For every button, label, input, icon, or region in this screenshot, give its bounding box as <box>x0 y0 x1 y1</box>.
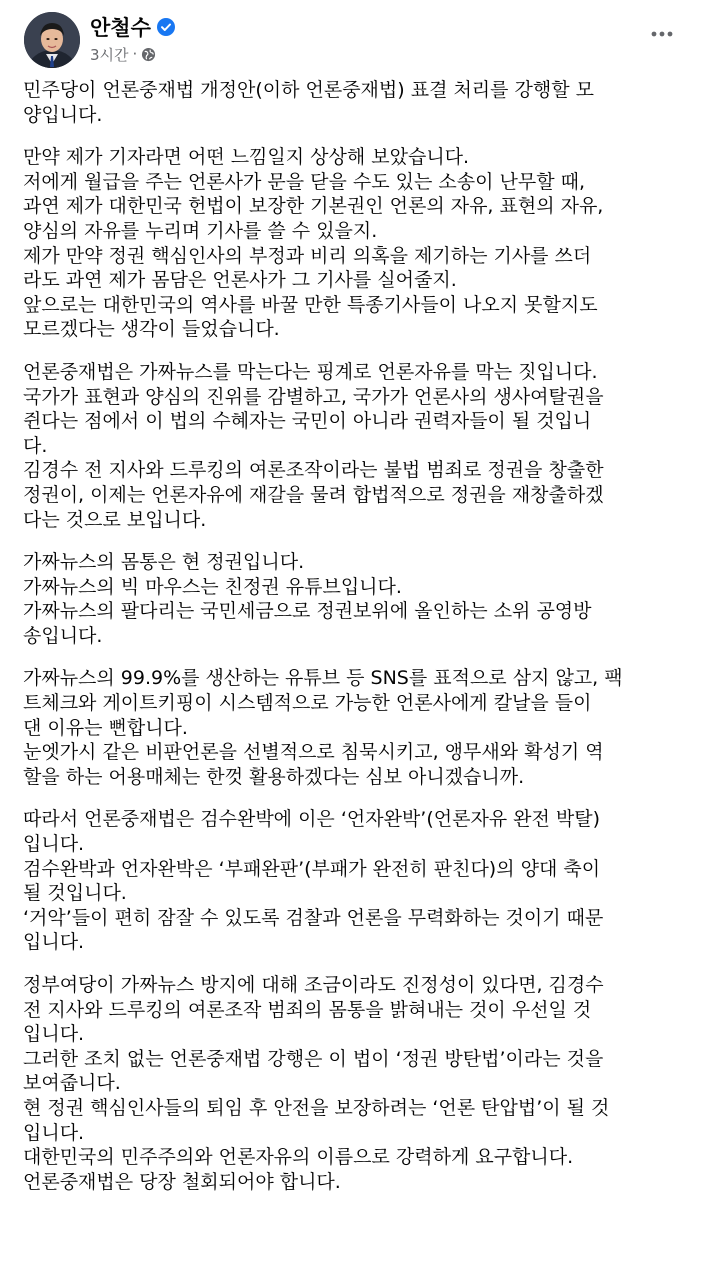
post-text-line: 앞으로는 대한민국의 역사를 바꿀 만한 특종기사들이 나오지 못할지도 <box>23 293 598 316</box>
post-text-line: 전 지사와 드루킹의 여론조작 범죄의 몸통을 밝혀내는 것이 우선일 것 <box>23 998 592 1021</box>
post-text-line: 송입니다. <box>23 624 103 647</box>
post-text-line: 그러한 조치 없는 언론중재법 강행은 이 법이 ‘정권 방탄법’이라는 것을 <box>23 1047 604 1070</box>
more-options-icon <box>651 31 673 37</box>
post-text-line: 저에게 월급을 주는 언론사가 문을 닫을 수도 있는 소송이 난무할 때, <box>23 170 585 193</box>
post-text-line: 대한민국의 민주주의와 언론자유의 이름으로 강력하게 요구합니다. <box>23 1146 574 1169</box>
author-row <box>90 13 175 41</box>
post-text-line: 눈엣가시 같은 비판언론을 선별적으로 침묵시키고, 앵무새와 확성기 역 <box>23 741 604 764</box>
more-options-button[interactable] <box>644 16 680 52</box>
post-text-line: 입니다. <box>23 1121 85 1144</box>
post-paragraph <box>23 360 683 532</box>
post-text-line: 다. <box>23 434 48 457</box>
profile-avatar[interactable] <box>24 12 80 68</box>
post-text-line: 가짜뉴스의 팔다리는 국민세금으로 정권보위에 올인하는 소위 공영방 <box>23 600 592 623</box>
globe-icon[interactable] <box>141 47 156 62</box>
post-paragraph <box>23 145 683 342</box>
post-text-line: 모르겠다는 생각이 들었습니다. <box>23 318 280 341</box>
post-body <box>23 78 683 1212</box>
post-text-line: 라도 과연 제가 몸담은 언론사가 그 기사를 실어줄지. <box>23 269 457 292</box>
post-text-line: 쥔다는 점에서 이 법의 수혜자는 국민이 아니라 권력자들이 될 것입니 <box>23 410 592 433</box>
post-text-line: 양입니다. <box>23 103 103 126</box>
post-timestamp[interactable]: 3시간 <box>90 45 129 64</box>
post-text-line: 김경수 전 지사와 드루킹의 여론조작이라는 불법 범죄로 정권을 창출한 <box>23 459 604 482</box>
post-text-line: 따라서 언론중재법은 검수완박에 이은 ‘언자완박’(언론자유 완전 박탈) <box>23 808 601 831</box>
post-text-line: 될 것입니다. <box>23 882 127 905</box>
post-text-line: 정권이, 이제는 언론자유에 재갈을 물려 합법적으로 정권을 재창출하겠 <box>23 483 604 506</box>
post-text-line: 가짜뉴스의 빅 마우스는 친정권 유튜브입니다. <box>23 575 402 598</box>
post-text-line: 검수완박과 언자완박은 ‘부패완판’(부패가 완전히 판친다)의 양대 축이 <box>23 857 601 880</box>
post-text-line: 현 정권 핵심인사들의 퇴임 후 안전을 보장하려는 ‘언론 탄압법’이 될 것 <box>23 1096 610 1119</box>
post-meta <box>90 44 156 64</box>
post-header <box>0 0 702 80</box>
post-text-line: 입니다. <box>23 931 85 954</box>
post-text-line: 할을 하는 어용매체는 한껏 활용하겠다는 심보 아니겠습니까. <box>23 765 525 788</box>
post-paragraph <box>23 666 683 789</box>
avatar-image <box>24 12 80 68</box>
post-text-line: 트체크와 게이트키핑이 시스템적으로 가능한 언론사에게 칼날을 들이 <box>23 692 592 715</box>
post-text-line: 정부여당이 가짜뉴스 방지에 대해 조금이라도 진정성이 있다면, 김경수 <box>23 974 604 996</box>
post-text-line: 입니다. <box>23 1023 85 1046</box>
post-text-line: ‘거악’들이 편히 잠잘 수 있도록 검찰과 언론을 무력화하는 것이기 때문 <box>23 906 604 929</box>
post-paragraph <box>23 78 683 127</box>
post-text-line: 국가가 표현과 양심의 진위를 감별하고, 국가가 언론사의 생사여탈권을 <box>23 385 604 408</box>
post-text-line: 제가 만약 정권 핵심인사의 부정과 비리 의혹을 제기하는 기사를 쓰더 <box>23 244 592 267</box>
post-text-line: 언론중재법은 가짜뉴스를 막는다는 핑계로 언론자유를 막는 짓입니다. <box>23 360 598 383</box>
post-text-line: 다는 것으로 보입니다. <box>23 508 207 531</box>
post-text-line: 보여줍니다. <box>23 1072 121 1095</box>
post-text-line: 언론중재법은 당장 철회되어야 합니다. <box>23 1170 341 1193</box>
post-paragraph <box>23 973 683 1194</box>
post-text-line: 과연 제가 대한민국 헌법이 보장한 기본권인 언론의 자유, 표현의 자유, <box>23 195 604 218</box>
verified-badge-icon <box>157 18 175 36</box>
post-text-line: 만약 제가 기자라면 어떤 느낌일지 상상해 보았습니다. <box>23 146 470 169</box>
meta-separator: · <box>132 45 138 63</box>
author-name[interactable]: 안철수 <box>90 16 151 40</box>
post-paragraph <box>23 550 683 648</box>
post-text-line: 댄 이유는 뻔합니다. <box>23 716 188 739</box>
post-text-line: 양심의 자유를 누리며 기사를 쓸 수 있을지. <box>23 219 378 242</box>
post-text-line: 가짜뉴스의 몸통은 현 정권입니다. <box>23 551 305 574</box>
post-paragraph <box>23 807 683 955</box>
post-text-line: 민주당이 언론중재법 개정안(이하 언론중재법) 표결 처리를 강행할 모 <box>23 79 595 101</box>
post-text-line: 가짜뉴스의 99.9%를 생산하는 유튜브 등 SNS를 표적으로 삼지 않고, 팩 <box>23 667 623 690</box>
post-text-line: 입니다. <box>23 833 85 856</box>
